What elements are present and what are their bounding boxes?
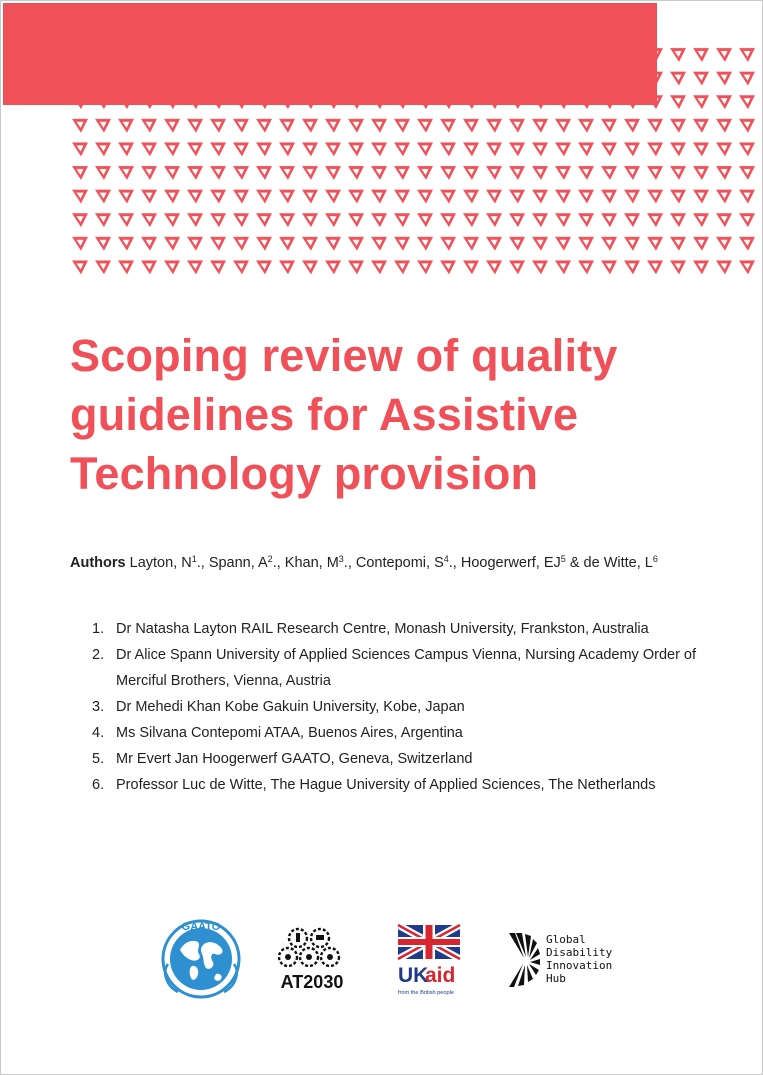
author-separator: & bbox=[565, 555, 584, 571]
document-title bbox=[70, 326, 710, 503]
gaato-logo-text: GAATO bbox=[181, 921, 221, 933]
author-separator: ., bbox=[196, 555, 209, 571]
at2030-logo bbox=[272, 924, 356, 994]
affiliation-text: Professor Luc de Witte, The Hague University of Applied Sciences, The Netherlands bbox=[116, 777, 656, 793]
author-affiliation-ref: 2 bbox=[267, 554, 273, 564]
author-name: Layton, N bbox=[129, 555, 192, 571]
affiliation-number: 6. bbox=[92, 777, 105, 793]
affiliation-number: 4. bbox=[92, 725, 105, 741]
red-header-banner bbox=[3, 3, 657, 105]
author-affiliation-ref: 5 bbox=[560, 554, 566, 564]
affiliation-text: Dr Alice Spann University of Applied Sciences Campus Vienna, Nursing Academy Order of Merciful Brothers, Vienna, Austria bbox=[116, 647, 697, 689]
gear-cluster-icon bbox=[272, 924, 356, 994]
author-name: Khan, M bbox=[284, 555, 339, 571]
ukaid-logo bbox=[397, 924, 463, 1000]
gdi-hub-logo bbox=[506, 930, 626, 990]
author-name: Spann, A bbox=[208, 555, 268, 571]
affiliation-item bbox=[92, 746, 732, 772]
at2030-logo-text: AT2030 bbox=[280, 972, 344, 992]
affiliation-item bbox=[92, 772, 732, 798]
author-name: Hoogerwerf, EJ bbox=[460, 555, 561, 571]
ukaid-logo-aid: aid bbox=[425, 964, 456, 987]
gdi-hub-line: Innovation bbox=[546, 959, 613, 972]
affiliation-list bbox=[92, 616, 732, 798]
author-affiliation-ref: 6 bbox=[652, 554, 658, 564]
globe-icon bbox=[158, 914, 244, 1000]
affiliation-text: Mr Evert Jan Hoogerwerf GAATO, Geneva, Switzerland bbox=[116, 751, 473, 767]
author-affiliation-ref: 3 bbox=[338, 554, 344, 564]
gdi-hub-line: Hub bbox=[546, 972, 566, 985]
author-affiliation-ref: 1 bbox=[191, 554, 197, 564]
radial-burst-icon bbox=[506, 930, 626, 990]
ukaid-tagline: from the British people bbox=[398, 990, 454, 996]
affiliation-item bbox=[92, 720, 732, 746]
affiliation-text: Dr Mehedi Khan Kobe Gakuin University, Kobe, Japan bbox=[116, 699, 465, 715]
gaato-logo bbox=[158, 914, 244, 1000]
gdi-hub-line: Disability bbox=[546, 946, 613, 959]
affiliation-number: 2. bbox=[92, 647, 105, 663]
affiliation-item bbox=[92, 616, 732, 642]
affiliation-number: 1. bbox=[92, 621, 105, 637]
union-flag-icon bbox=[397, 924, 463, 1000]
affiliation-number: 5. bbox=[92, 751, 105, 767]
gdi-hub-line: Global bbox=[546, 933, 586, 946]
author-name: Contepomi, S bbox=[355, 555, 444, 571]
affiliation-number: 3. bbox=[92, 699, 105, 715]
affiliation-item bbox=[92, 642, 732, 694]
author-affiliation-ref: 4 bbox=[443, 554, 449, 564]
authors-label: Authors bbox=[70, 555, 126, 571]
author-separator: ., bbox=[448, 555, 461, 571]
author-separator: ., bbox=[272, 555, 285, 571]
svg-text:Global Disability bbox=[546, 933, 619, 985]
ukaid-logo-uk: UK bbox=[398, 964, 429, 987]
title-line: guidelines for Assistive bbox=[70, 389, 579, 440]
title-line: Technology provision bbox=[70, 448, 539, 499]
title-line: Scoping review of quality bbox=[70, 330, 618, 381]
author-separator: ., bbox=[343, 555, 356, 571]
affiliation-text: Ms Silvana Contepomi ATAA, Buenos Aires, Argentina bbox=[116, 725, 463, 741]
authors-line bbox=[70, 551, 695, 576]
affiliation-item bbox=[92, 694, 732, 720]
author-name: de Witte, L bbox=[583, 555, 653, 571]
author-list bbox=[130, 555, 658, 571]
affiliation-text: Dr Natasha Layton RAIL Research Centre, Monash University, Frankston, Australia bbox=[116, 621, 649, 637]
